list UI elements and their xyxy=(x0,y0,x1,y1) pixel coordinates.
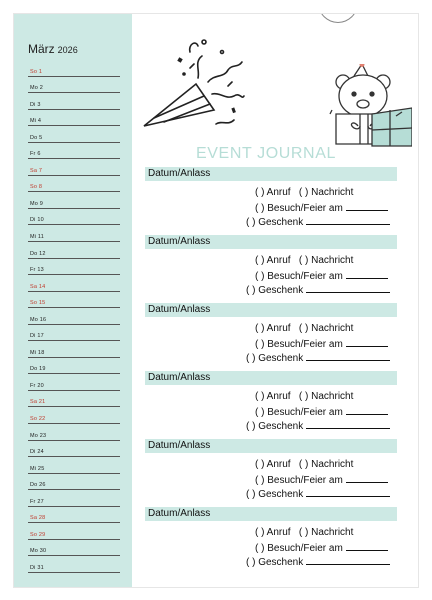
day-label: Di 17 xyxy=(30,333,44,340)
gift-option[interactable]: ( ) Geschenk xyxy=(246,217,304,228)
day-label: Fr 13 xyxy=(30,267,44,274)
day-row xyxy=(28,77,120,94)
visit-option[interactable]: ( ) Besuch/Feier am xyxy=(255,339,343,350)
message-option[interactable]: ( ) Nachricht xyxy=(298,459,354,470)
calendar-page xyxy=(14,14,418,587)
gift-blank[interactable] xyxy=(306,487,390,497)
party-horn-icon xyxy=(138,34,248,134)
day-row xyxy=(28,523,120,540)
entry-header-label: Datum/Anlass xyxy=(148,372,211,383)
day-label: Mo 23 xyxy=(30,432,47,439)
day-row xyxy=(28,507,120,524)
message-option[interactable]: ( ) Nachricht xyxy=(298,255,354,266)
day-row xyxy=(28,275,120,292)
gift-option[interactable]: ( ) Geschenk xyxy=(246,557,304,568)
entry-header-label: Datum/Anlass xyxy=(148,168,211,179)
day-row xyxy=(28,341,120,358)
day-label: Mi 25 xyxy=(30,465,45,472)
journal-entry xyxy=(145,371,397,439)
contact-options xyxy=(255,459,353,470)
entry-header xyxy=(145,303,397,317)
day-row xyxy=(28,225,120,242)
gift-row xyxy=(246,283,390,296)
contact-options xyxy=(255,527,353,538)
call-option[interactable]: ( ) Anruf xyxy=(255,527,291,538)
day-row xyxy=(28,490,120,507)
day-row xyxy=(28,457,120,474)
day-row xyxy=(28,143,120,160)
day-label: Mi 4 xyxy=(30,118,42,125)
entry-header xyxy=(145,235,397,249)
day-label: Di 31 xyxy=(30,564,44,571)
day-row xyxy=(28,441,120,458)
gift-blank[interactable] xyxy=(306,215,390,225)
visit-row xyxy=(255,269,388,282)
journal-entry xyxy=(145,507,397,575)
visit-option[interactable]: ( ) Besuch/Feier am xyxy=(255,271,343,282)
day-label: Do 12 xyxy=(30,250,46,257)
message-option[interactable]: ( ) Nachricht xyxy=(298,527,354,538)
day-row xyxy=(28,159,120,176)
day-row xyxy=(28,474,120,491)
visit-date-blank[interactable] xyxy=(346,337,388,347)
day-row xyxy=(28,126,120,143)
month-sidebar xyxy=(14,14,132,587)
gift-blank[interactable] xyxy=(306,419,390,429)
gift-row xyxy=(246,215,390,228)
gift-blank[interactable] xyxy=(306,283,390,293)
day-row xyxy=(28,325,120,342)
journal-title: EVENT JOURNAL xyxy=(196,145,336,162)
gift-option[interactable]: ( ) Geschenk xyxy=(246,353,304,364)
visit-row xyxy=(255,541,388,554)
day-label: Mi 18 xyxy=(30,349,45,356)
day-label: Fr 6 xyxy=(30,151,41,158)
visit-row xyxy=(255,405,388,418)
day-row xyxy=(28,176,120,193)
day-row xyxy=(28,407,120,424)
contact-options xyxy=(255,391,353,402)
contact-options xyxy=(255,255,353,266)
day-label: Do 5 xyxy=(30,134,43,141)
journal-entry xyxy=(145,439,397,507)
day-row xyxy=(28,60,120,77)
gift-blank[interactable] xyxy=(306,555,390,565)
day-row xyxy=(28,540,120,557)
entry-header xyxy=(145,167,397,181)
visit-date-blank[interactable] xyxy=(346,269,388,279)
gift-option[interactable]: ( ) Geschenk xyxy=(246,489,304,500)
day-label: Fr 20 xyxy=(30,382,44,389)
message-option[interactable]: ( ) Nachricht xyxy=(298,323,354,334)
call-option[interactable]: ( ) Anruf xyxy=(255,391,291,402)
entry-header xyxy=(145,439,397,453)
day-label: Mo 2 xyxy=(30,85,44,92)
day-label: Sa 28 xyxy=(30,515,46,522)
day-row xyxy=(28,358,120,375)
month-title xyxy=(28,42,78,56)
journal-entry xyxy=(145,167,397,235)
day-label: Do 19 xyxy=(30,366,46,373)
visit-option[interactable]: ( ) Besuch/Feier am xyxy=(255,203,343,214)
gift-row xyxy=(246,555,390,568)
gift-option[interactable]: ( ) Geschenk xyxy=(246,285,304,296)
gift-row xyxy=(246,487,390,500)
day-label: So 29 xyxy=(30,531,46,538)
journal-entry xyxy=(145,235,397,303)
day-row xyxy=(28,374,120,391)
entry-header-label: Datum/Anlass xyxy=(148,304,211,315)
call-option[interactable]: ( ) Anruf xyxy=(255,459,291,470)
call-option[interactable]: ( ) Anruf xyxy=(255,323,291,334)
day-label: Di 3 xyxy=(30,101,41,108)
day-row xyxy=(28,209,120,226)
bear-gift-icon xyxy=(328,64,412,164)
contact-options xyxy=(255,187,353,198)
day-label: Mi 11 xyxy=(30,234,45,241)
day-row xyxy=(28,192,120,209)
day-label: Di 24 xyxy=(30,449,44,456)
entry-header-label: Datum/Anlass xyxy=(148,440,211,451)
day-label: Di 10 xyxy=(30,217,44,224)
day-label: Fr 27 xyxy=(30,498,44,505)
day-label: Sa 14 xyxy=(30,283,46,290)
message-option[interactable]: ( ) Nachricht xyxy=(298,187,354,198)
visit-date-blank[interactable] xyxy=(346,473,388,483)
visit-option[interactable]: ( ) Besuch/Feier am xyxy=(255,543,343,554)
message-option[interactable]: ( ) Nachricht xyxy=(298,391,354,402)
call-option[interactable]: ( ) Anruf xyxy=(255,187,291,198)
day-label: So 8 xyxy=(30,184,43,191)
month-year: 2026 xyxy=(57,45,78,55)
day-list xyxy=(28,60,120,573)
entry-header-label: Datum/Anlass xyxy=(148,236,211,247)
binding-ring xyxy=(318,14,358,23)
visit-row xyxy=(255,201,388,214)
day-row xyxy=(28,391,120,408)
contact-options xyxy=(255,323,353,334)
day-label: Sa 21 xyxy=(30,399,46,406)
entry-header-label: Datum/Anlass xyxy=(148,508,211,519)
entry-header xyxy=(145,371,397,385)
day-row xyxy=(28,110,120,127)
journal-entry xyxy=(145,303,397,371)
day-row xyxy=(28,556,120,573)
day-label: So 22 xyxy=(30,416,46,423)
day-label: Sa 7 xyxy=(30,167,43,174)
visit-option[interactable]: ( ) Besuch/Feier am xyxy=(255,407,343,418)
visit-date-blank[interactable] xyxy=(346,201,388,211)
day-label: Mo 9 xyxy=(30,200,44,207)
gift-blank[interactable] xyxy=(306,351,390,361)
day-label: Do 26 xyxy=(30,482,46,489)
journal-area xyxy=(132,14,418,587)
visit-row xyxy=(255,473,388,486)
visit-option[interactable]: ( ) Besuch/Feier am xyxy=(255,475,343,486)
day-row xyxy=(28,93,120,110)
visit-row xyxy=(255,337,388,350)
month-name: März xyxy=(28,42,55,56)
day-row xyxy=(28,292,120,309)
call-option[interactable]: ( ) Anruf xyxy=(255,255,291,266)
day-label: So 15 xyxy=(30,300,46,307)
day-row xyxy=(28,259,120,276)
day-label: Mo 30 xyxy=(30,548,47,555)
gift-option[interactable]: ( ) Geschenk xyxy=(246,421,304,432)
visit-date-blank[interactable] xyxy=(346,541,388,551)
entry-header xyxy=(145,507,397,521)
day-label: Mo 16 xyxy=(30,316,47,323)
day-row xyxy=(28,308,120,325)
day-row xyxy=(28,424,120,441)
day-row xyxy=(28,242,120,259)
day-label: So 1 xyxy=(30,68,43,75)
visit-date-blank[interactable] xyxy=(346,405,388,415)
gift-row xyxy=(246,419,390,432)
gift-row xyxy=(246,351,390,364)
